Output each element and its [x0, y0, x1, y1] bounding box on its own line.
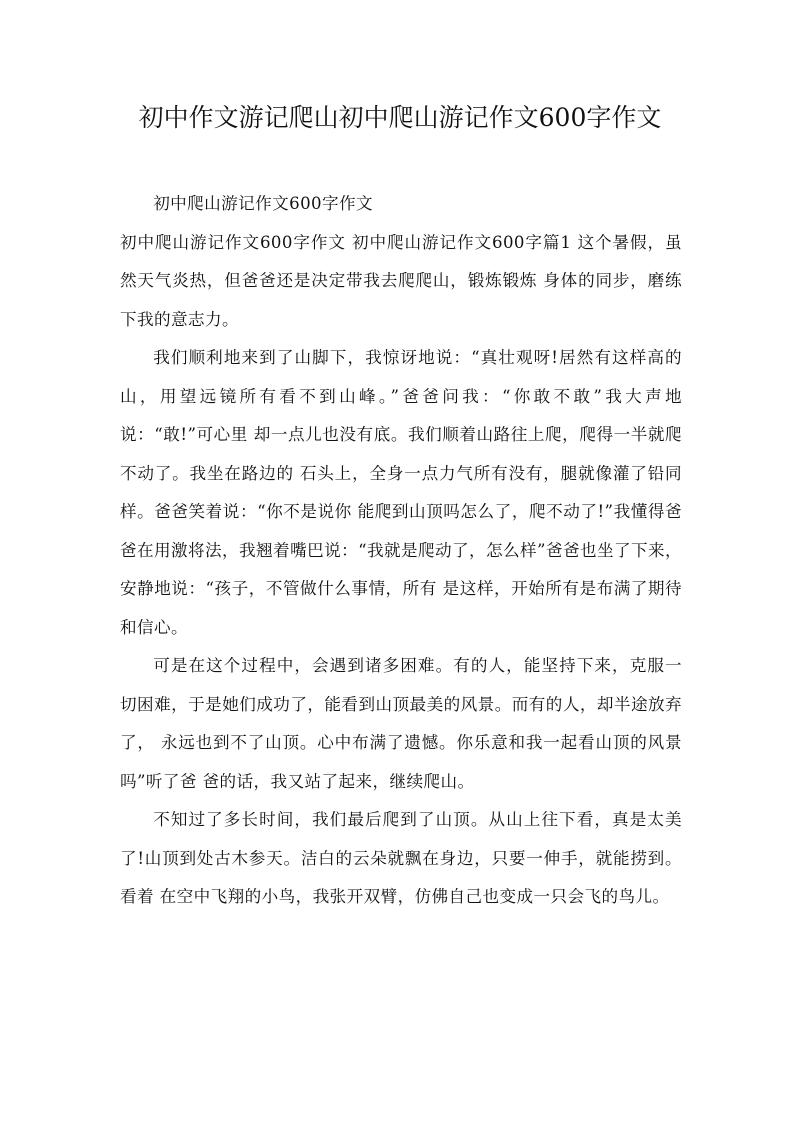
paragraph-3: 可是在这个过程中，会遇到诸多困难。有的人，能坚持下来，克服一 切困难，于是她们成功了，能看到山顶最美的风景。而有的人，却半途放弃了， 永远也到不了山顶。心中布满了遗憾。你乐意和我一起看山顶的风景吗”听了爸 爸的话，我又站了起来，继续爬山。 [120, 656, 682, 791]
document-body [120, 185, 682, 917]
paragraph-1: 初中爬山游记作文600字作文 初中爬山游记作文600字篇1 这个暑假，虽然天气炎热，但爸爸还是决定带我去爬爬山，锻炼锻炼 身体的同步，磨练下我的意志力。 [120, 232, 682, 329]
document-title: 初中作文游记爬山初中爬山游记作文600字作文 [138, 103, 662, 132]
paragraph-2: 我们顺利地来到了山脚下，我惊讶地说：“真壮观呀!居然有这样高的 山，用望远镜所有看不到山峰。”爸爸问我：“你敢不敢”我大声地说：“敢!”可心里 却一点儿也没有底。我们顺着山路往上爬，爬得一半就爬不动了。我坐在路边的 石头上，全身一点力气所有没有，腿就像灌了铅同样。爸爸笑着说：“你不是说你 能爬到山顶吗怎么了，爬不动了!”我懂得爸爸在用激将法，我翘着嘴巴说：“我就是爬动了，怎么样”爸爸也坐了下来，安静地说：“孩子，不管做什么事情，所有 是这样，开始所有是布满了期待和信心。 [120, 348, 682, 637]
subtitle-line: 初中爬山游记作文600字作文 [153, 194, 373, 213]
paragraph-4: 不知过了多长时间，我们最后爬到了山顶。从山上往下看，真是太美 了!山顶到处古木参天。洁白的云朵就飘在身边，只要一伸手，就能捞到。看着 在空中飞翔的小鸟，我张开双臂，仿佛自己也变成一只会飞的鸟儿。 [120, 810, 682, 906]
